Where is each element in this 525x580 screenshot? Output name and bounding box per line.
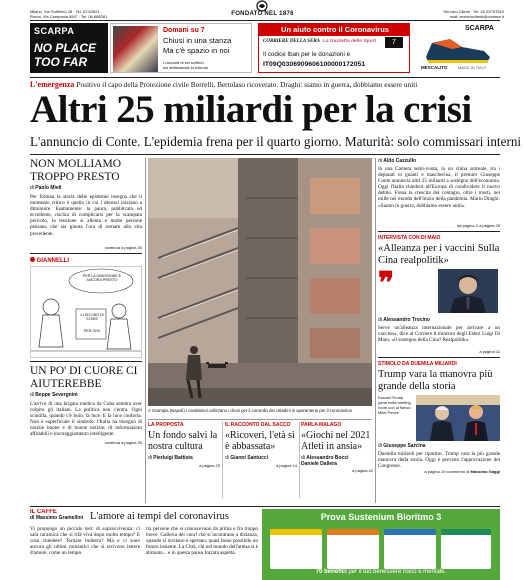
byline-prefix: di [30,185,34,191]
essay-body: L'arrivo di una brigata medica da Cuba sembra aver colpito gli italiani. La politica non c'entra. Ogni scintilla, quando c'è buio, fa luce. E la luce conforta. Non è superficiale il simbolo: l'Italia ha bisogno di notizie buone e di buone notizie, di informazioni affidabili e incoraggiamento intelligente. [30,401,142,438]
usa-title[interactable]: Trump vara la manovra più grande della storia [378,369,493,392]
caffe-byline: di Massimo Gramellini [30,515,84,521]
interview-byline-author: Alessandro Trocino [383,317,430,323]
bottom-rule [30,506,500,507]
ad-scarpa-left[interactable] [30,23,108,73]
cartoon-bubble-2: CI DICONO DI STARE [80,313,104,321]
interview-page[interactable]: a pagina 11 [479,349,500,354]
main-headline[interactable]: Altri 25 miliardi per la crisi [30,88,472,131]
cartoon-bubble-1: PER LA DIMISSIONE È ANCORA PRESTO [82,274,122,282]
founded-label: FONDATO NEL 1876 [231,11,294,17]
proposta-byline-prefix: di [148,455,152,461]
malago-byline-prefix: di [301,455,305,461]
kicker-text: Positivo il capo della Protezione civile Borrelli, Bertolaso ricoverato. Draghi: siamo in guerra, dobbiamo essere uniti [76,80,418,89]
sustenium-title: Prova Sustenium Bioritmo 3 [320,512,442,522]
usa-photo-caption: Donald Trump parla nella briefing room con al fianco Mike Pence [378,395,411,415]
ad-sustenium[interactable] [262,509,500,580]
address-line-2: Roma, Via Campania 59/C · Tel. 06 688281 [30,14,108,19]
byline-author: Paolo Mieli [35,185,62,191]
domenica-line-1: Chiusi in una stanza [163,36,232,45]
caffe-body-1: Vi propongo un piccolo test: di sopravvivenza: ci sarà un'amica che si rifà viva dopo molto tempo? E cosa chiedete? Tornare indietro? Ma e ci sono ancora gli ultimi romantici che si scrivono lettere d'amore, come un tempo. [30,526,140,557]
usa-kicker: STIMOLO DA DUEMILA MILIARDI [378,361,457,367]
sustenium-box-2 [327,529,379,569]
proposta-title: Un fondo salvi la nostra cultura [148,430,218,452]
sustenium-box-1 [270,529,322,569]
interview-title[interactable]: «Alleanza per i vaccini Sulla Cina realpolitik» [378,243,500,266]
cartoon-bubble-3: PER ORA [83,329,101,333]
proposta-byline-author: Pierluigi Battista [153,455,193,461]
headline-rule [30,154,500,155]
quote-icon: ❞ [378,267,395,300]
racconto-byline-author: Gianni Santucci [230,455,269,461]
proposta-page: a pagina 25 [199,463,220,468]
left-column [30,158,142,503]
photo-caption: A Scampia (Napoli) i carabinieri utilizzano i droni per il controllo dei cittadini in quarantena per il coronavirus [148,408,352,413]
usa-byline [378,443,500,449]
proposta-byline [148,455,220,461]
racconto-page: a pagina 14 [276,463,297,468]
ads-rule [30,77,500,78]
usa-photo-row [378,395,500,441]
scampia-building-photo [148,158,372,406]
under-photo-divider-1 [222,422,223,498]
service-line-1: Servizio Clienti · Tel. 02 63797510 [443,9,504,14]
interview-byline [378,317,500,323]
right-rule-1 [378,231,500,232]
cazzullo-pages[interactable]: da pagina 2 a pagina 25 [457,223,500,228]
ad-coronavirus-aid[interactable] [258,23,410,73]
essay-byline-author: Beppe Severgnini [35,392,78,398]
scarpa-right-model: MESCALITO [421,65,448,70]
usa-body: Duemila miliardi per ripartire. Trump vara la più grande manovra della storia. Oggi è previsto l'approvazione del Congresso. [378,451,500,469]
editorial-body: Per fortuna la storia delle epidemie insegna che il momento critico è quello in cui i decessi iniziano a diminuire. Esattamente: la paura, pubblicata ed eccellente, rischia di complicarsi per la scampata pericolo, la tensione si allenta e molte persone pensano che sia giunta l'ora di tornare alla vita precedente. [30,194,142,237]
malago-byline-author-2: Daniele Dallera [301,461,337,467]
racconto-kicker: IL RACCONTO DAL SACCO [225,422,291,428]
main-subheadline[interactable]: L'annuncio di Conte. L'epidemia frena per il quarto giorno. Maturità: solo commissari interni [30,134,522,149]
usa-byline-author: Giuseppe Sarcina [383,443,426,449]
scarpa-left-brand: SCARPA [34,26,75,36]
domenica-footer-1: I racconti di sei scrittori [163,60,204,65]
giannelli-name: GIANNELLI [36,258,70,264]
sustenium-box-3 [384,529,436,569]
magazine-cover [113,26,158,72]
left-col-divider [145,158,146,503]
masthead-rule [30,20,500,21]
editorial-byline [30,185,142,191]
racconto-title: «Ricoveri, l'età si è abbassata» [225,430,295,452]
editorial-title[interactable]: NON MOLLIAMO TROPPO PRESTO [30,158,122,183]
malago-byline-author: Alessandro Bocci [306,455,349,461]
right-col-divider [375,158,376,503]
caffe-kicker: IL CAFFÈ [30,509,57,515]
aid-iban-label: Il codice Iban per le donazioni è [263,51,351,58]
malago-kicker: PARLA MALAGÒ [301,422,342,428]
right-rule-2 [378,357,500,358]
sustenium-box-4 [441,529,491,569]
ad-scarpa-right[interactable] [418,23,500,73]
masthead-address [30,9,130,19]
giannelli-label [30,257,142,264]
sustenium-footer-1: 70 benefici [315,569,347,575]
essay-byline [30,392,142,398]
service-line-2: mail: servizioclienti@corriere.it [449,14,504,19]
malago-byline-2 [301,461,373,467]
aid-title: Un aiuto contro il Coronavirus [259,24,410,36]
essay-continue[interactable]: continua a pagina 30 [104,440,142,445]
left-rule-2 [30,361,142,362]
left-rule-1 [30,253,142,254]
cazzullo-body: In una Camera semi-vuota, in un clima surreale, tra i deputati in guanti e mascherina, il premier Giuseppe Conte annuncia altri 25 miliardi a sostegno dell'economia. Oggi l'Italia chiederà all'Europa di condividere il nuovo debito. Frena la crescita del contagio, oltre i morti, nei mille nei mondo dell'inizio della pandemia. Mario Draghi: «Siamo in guerra, dobbiamo essere uniti». [378,166,500,209]
aid-brand-2: La Gazzetta dello Sport [323,39,377,44]
scarpa-left-slogan-1: NO PLACE [34,41,97,55]
kicker-label: L'emergenza [30,80,75,89]
main-photo[interactable] [148,158,372,406]
usa-byline-prefix: di [378,443,382,449]
caffe-section [30,509,258,580]
story-racconto[interactable] [225,422,297,498]
racconto-byline [225,455,297,461]
racconto-byline-prefix: di [225,455,229,461]
aid-badge-icon: 7 [385,37,403,48]
cazzullo-byline-prefix: di [378,158,382,164]
address-line-1: Milano, Via Solferino 28 · Tel. 02 62821 [30,9,100,14]
caffe-title[interactable]: L'amore ai tempi del coronavirus [90,511,229,522]
cazzullo-byline [378,158,500,164]
editorial-continue[interactable]: continua a pagina 30 [104,245,142,250]
interview-kicker: INTERVISTA CON DI MAIO [378,235,441,241]
usa-page[interactable] [378,469,500,474]
story-malago[interactable] [301,422,373,498]
proposta-kicker: LA PROPOSTA [148,422,184,428]
cazzullo-byline-author: Aldo Cazzullo [383,158,417,164]
malago-page: a pagina 42 [352,468,373,473]
trump-pence-photo [416,395,500,441]
masthead-service [404,9,504,19]
aid-iban: IT09Q0306909606100000172051 [263,61,366,68]
usa-page-author: Massimo Gaggi [470,469,500,474]
domenica-footer-2: sul settimanale in edicola [163,65,208,70]
interview-photo-row [378,269,500,315]
cartoon [30,266,142,358]
ad-domenica[interactable] [110,23,252,73]
under-photo-rule [148,419,372,420]
domenica-title: Domani su 7 [163,27,205,34]
caffe-body-2: tra persone che si conoscevano da prima e fra troppo breve. Galleria dei cuori che si incontrano a distanza, quando si invitano e sperano, quasi fosse possibile un futuro insieme. La Città, chi nel mondo dell'attesa si è abituato... e in questa pausa forzata aspetta. [146,526,258,557]
sustenium-footer [262,569,500,575]
scarpa-right-brand: SCARPA [464,25,494,32]
story-proposta[interactable] [148,422,220,498]
sustenium-boxes [270,525,492,565]
aid-brand-1: CORRIERE DELLA SERA [263,39,320,44]
essay-byline-prefix: di [30,392,34,398]
scarpa-right-suffix: MADE IN ITALY [458,65,487,70]
scarpa-left-slogan-2: TOO FAR [34,55,88,69]
giannelli-dot-icon [30,257,35,262]
interview-body: Serve un'alleanza internazionale per arrivare a un vaccino», dice al Corriere il ministro degli Esteri Luigi Di Maio, «il sostegno della Cina? Realpolitik». [378,325,500,344]
shoe-icon [422,33,494,65]
essay-title[interactable]: UN PO' DI CUORE CI AIUTEREBBE [30,365,138,390]
interview-byline-prefix: di [378,317,382,323]
right-column [378,158,500,503]
domenica-line-2: Ma c'è spazio in noi [163,46,230,55]
di-maio-portrait [438,269,498,313]
usa-page-label: a pagina 19 commento di [424,469,470,474]
malago-title: «Giochi nel 2021 Atleti in ansia» [301,430,371,452]
sustenium-footer-2: per il tuo benessere fisico e mentale. [348,569,447,575]
under-photo-divider-2 [299,422,300,498]
